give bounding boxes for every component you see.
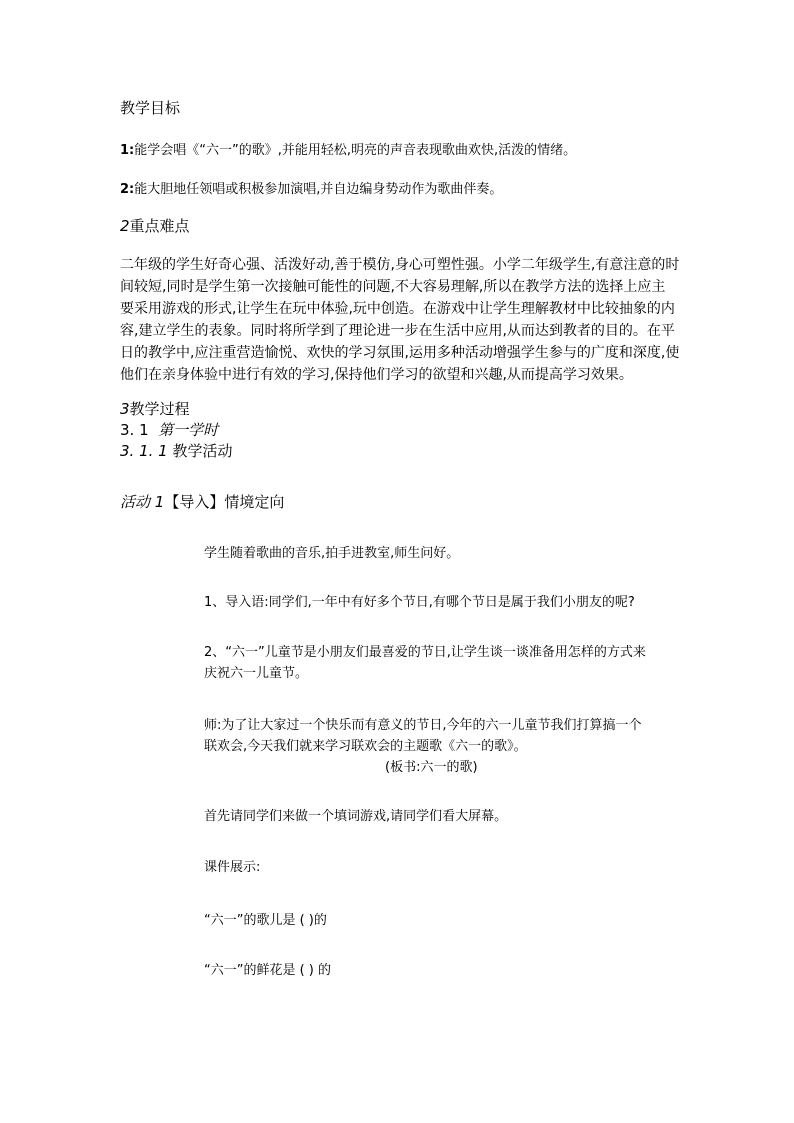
process-subheading-1 <box>120 419 218 440</box>
objective-item-2-number: 2: <box>120 182 135 197</box>
content-p6: 课件展示: <box>204 860 261 875</box>
content-p1: 学生随着歌曲的音乐,拍手进教室,师生问好。 <box>204 546 460 561</box>
process-heading <box>120 398 190 419</box>
content-p5: 首先请同学们来做一个填词游戏,请同学们看大屏幕。 <box>204 809 508 824</box>
activity-heading <box>120 491 284 512</box>
activity-title: 【导入】情境定向 <box>164 493 285 511</box>
key-points-title: 重点难点 <box>129 217 190 235</box>
objectives-heading: 教学目标 <box>120 99 181 117</box>
objective-item-2-text: 能大胆地任领唱或积极参加演唱,并自边编身势动作为歌曲伴奏。 <box>134 182 503 197</box>
process-subheading-2 <box>120 440 233 461</box>
content-p3 <box>204 642 646 684</box>
key-points-line: 要采用游戏的形式,让学生在玩中体验,玩中创造。在游戏中让学生理解教材中比较抽象的内 <box>120 301 675 317</box>
objective-item-1-text: 能学会唱《“六一”的歌》,并能用轻松,明亮的声音表现歌曲欢快,活泼的情绪。 <box>134 143 577 158</box>
content-p4-line: 师:为了让大家过一个快乐而有意义的节日,今年的六一儿童节我们打算搞一个 <box>204 718 642 733</box>
key-points-number: 2 <box>120 217 130 235</box>
process-sub2-number: 3. 1. 1 <box>120 442 168 460</box>
content-p3-line: 庆祝六一儿童节。 <box>204 666 309 681</box>
key-points-heading <box>120 215 190 236</box>
process-sub1-title: 第一学时 <box>158 421 219 439</box>
process-title: 教学过程 <box>129 400 190 418</box>
objective-item-1-number: 1: <box>120 143 135 158</box>
process-sub2-title: 教学活动 <box>172 442 233 460</box>
content-p4-line: 联欢会,今天我们就来学习联欢会的主题歌《六一的歌》。 <box>204 739 527 754</box>
content-p7: “六一”的歌儿是 ( )的 <box>204 913 327 928</box>
board-note: (板书:六一的歌) <box>385 760 478 775</box>
process-number: 3 <box>120 400 130 418</box>
content-p2: 1、导入语:同学们,一年中有好多个节日,有哪个节日是属于我们小朋友的呢? <box>204 595 635 610</box>
objective-item-2 <box>120 178 502 197</box>
content-p3-line: 2、“六一”儿童节是小朋友们最喜爱的节日,让学生谈一谈准备用怎样的方式来 <box>204 645 646 660</box>
content-p4 <box>204 715 642 757</box>
content-p8: “六一”的鲜花是 ( ) 的 <box>204 963 332 978</box>
key-points-paragraph <box>120 254 679 386</box>
process-sub1-number: 3. 1 <box>120 421 149 439</box>
key-points-line: 日的教学中,应注重营造愉悦、欢快的学习氛围,运用多种活动增强学生参与的广度和深度,使 <box>120 345 680 361</box>
key-points-line: 他们在亲身体验中进行有效的学习,保持他们学习的欲望和兴趣,从而提高学习效果。 <box>120 367 633 383</box>
key-points-line: 容,建立学生的表象。同时将所学到了理论进一步在生活中应用,从而达到教者的目的。在平 <box>120 323 675 339</box>
key-points-line: 间较短,同时是学生第一次接触可能性的问题,不大容易理解,所以在教学方法的选择上应主 <box>120 279 666 295</box>
activity-label: 活动 1 <box>120 493 165 511</box>
objective-item-1 <box>120 139 576 158</box>
key-points-line: 二年级的学生好奇心强、活泼好动,善于模仿,身心可塑性强。小学二年级学生,有意注意的时 <box>120 257 680 273</box>
